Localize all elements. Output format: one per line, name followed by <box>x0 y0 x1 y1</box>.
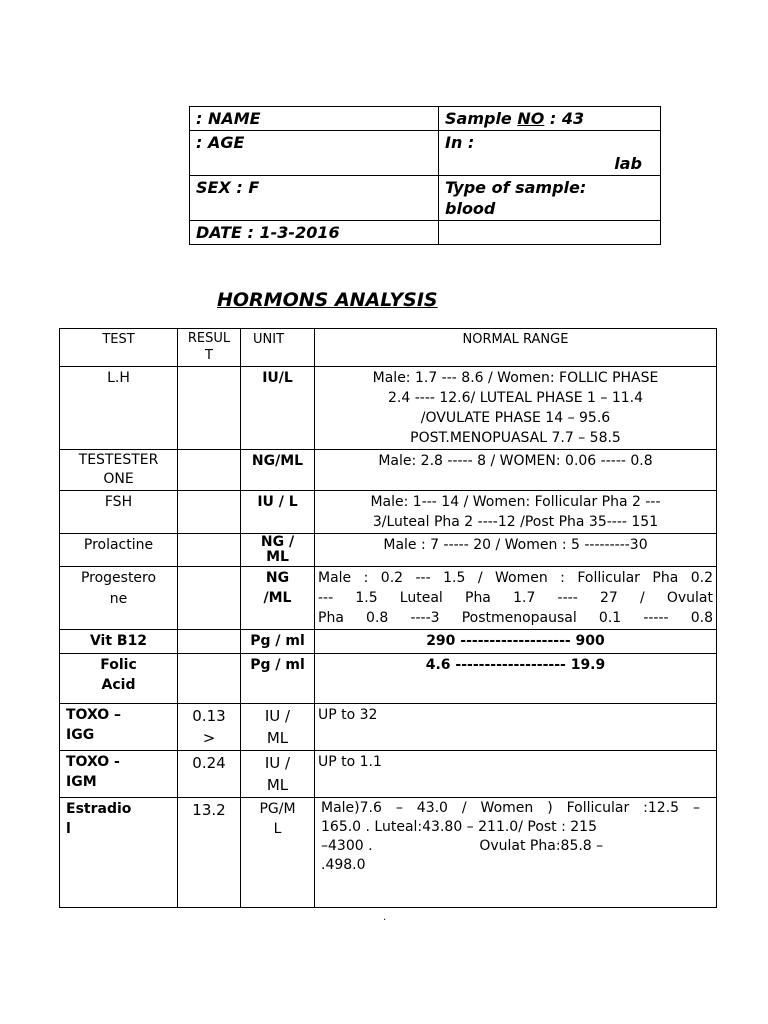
range-line: Male: 2.8 ----- 8 / WOMEN: 0.06 ----- 0.8 <box>378 453 653 469</box>
range-cell <box>315 567 717 630</box>
range-line: UP to 32 <box>318 707 378 723</box>
header-range <box>315 329 717 367</box>
unit-cell <box>241 704 315 751</box>
table-row <box>60 367 717 450</box>
table-row <box>60 704 717 751</box>
result-value: 0.24 <box>192 754 226 772</box>
range-line: Male : 7 ----- 20 / Women : 5 ---------30 <box>383 537 648 553</box>
range-cell <box>315 798 717 908</box>
range-line: 4.6 ------------------- 19.9 <box>425 657 606 673</box>
range-cell <box>315 704 717 751</box>
header-result-line2: T <box>205 348 213 363</box>
in-lab-cell <box>439 131 661 176</box>
range-cell <box>315 630 717 654</box>
test-name-text: Vit B12 <box>89 633 148 649</box>
range-line: 3/Luteal Pha 2 ----12 /Post Pha 35---- 151 <box>372 514 659 530</box>
test-name-text: ONE <box>103 471 134 487</box>
sample-type-cell <box>439 176 661 221</box>
table-row <box>60 450 717 491</box>
test-name-text: TOXO - <box>66 754 120 770</box>
range-cell <box>315 751 717 798</box>
range-line: --- 1.5 Luteal Pha 1.7 ---- 27 / Ovulat <box>318 590 713 606</box>
unit-text: IU / <box>264 754 291 772</box>
unit-cell <box>241 654 315 704</box>
test-name-text: Acid <box>101 677 136 693</box>
range-line: Male)7.6 – 43.0 / Women ) Follicular :12.5 – <box>321 800 700 816</box>
header-test-label: TEST <box>102 332 135 347</box>
range-line: /OVULATE PHASE 14 – 95.6 <box>420 410 611 426</box>
unit-cell <box>241 367 315 450</box>
test-name <box>60 704 178 751</box>
range-line: Male : 0.2 --- 1.5 / Women : Follicular Pha 0.2 <box>318 570 713 586</box>
range-cell <box>315 450 717 491</box>
range-line: Pha 0.8 ----3 Postmenopausal 0.1 ----- 0.8 <box>318 610 713 626</box>
unit-cell <box>241 798 315 908</box>
result-cell <box>178 567 241 630</box>
table-row <box>60 491 717 534</box>
sample-prefix: Sample <box>445 109 518 128</box>
unit-text: ML <box>266 549 289 565</box>
test-name <box>60 491 178 534</box>
date-cell <box>190 221 439 245</box>
sex-cell <box>190 176 439 221</box>
test-name-text: TOXO – <box>66 707 122 723</box>
range-cell <box>315 534 717 567</box>
table-header-row <box>60 329 717 367</box>
test-name <box>60 450 178 491</box>
header-result-line1: RESUL <box>187 331 231 346</box>
unit-text: Pg / ml <box>250 657 305 673</box>
test-name <box>60 367 178 450</box>
header-range-label: NORMAL RANGE <box>462 332 569 347</box>
unit-text: ML <box>266 729 289 747</box>
test-name-text: L.H <box>107 370 130 386</box>
result-cell <box>178 630 241 654</box>
header-unit-label: UNIT <box>253 332 285 347</box>
type-label: Type of sample: <box>445 178 587 197</box>
table-row <box>60 751 717 798</box>
unit-text: IU/L <box>262 370 293 386</box>
range-cell <box>315 491 717 534</box>
table-row <box>60 534 717 567</box>
test-name <box>60 654 178 704</box>
header-test <box>60 329 178 367</box>
page-title: HORMONS ANALYSIS <box>217 289 438 311</box>
unit-cell <box>241 534 315 567</box>
test-name-text: Progestero <box>80 570 157 586</box>
name-cell <box>190 107 439 131</box>
unit-text: L <box>273 821 282 837</box>
result-cell <box>178 704 241 751</box>
test-name-text: l <box>66 821 71 837</box>
range-line: 2.4 ---- 12.6/ LUTEAL PHASE 1 – 11.4 <box>388 390 643 406</box>
unit-text: NG / <box>260 534 295 550</box>
unit-text: NG <box>265 570 290 586</box>
result-value: > <box>202 729 216 747</box>
unit-cell <box>241 751 315 798</box>
test-name <box>60 751 178 798</box>
range-line: UP to 1.1 <box>318 754 382 770</box>
age-label: : AGE <box>196 133 245 152</box>
sample-no-value: : 43 <box>544 109 585 128</box>
result-cell <box>178 654 241 704</box>
test-name-text: TESTESTER <box>78 452 159 468</box>
unit-cell <box>241 450 315 491</box>
test-name-text: IGM <box>66 774 97 790</box>
sex-label: SEX : F <box>196 178 260 197</box>
test-name-text: FSH <box>104 494 133 510</box>
unit-text: ML <box>266 776 289 794</box>
lab-text: lab <box>614 154 642 173</box>
age-cell <box>190 131 439 176</box>
result-cell <box>178 491 241 534</box>
test-name-text: IGG <box>66 727 95 743</box>
test-name <box>60 630 178 654</box>
range-line: Male: 1.7 --- 8.6 / Women: FOLLIC PHASE <box>372 370 659 386</box>
type-value: blood <box>445 199 496 218</box>
range-line: 290 ------------------- 900 <box>426 633 605 649</box>
unit-text: /ML <box>263 590 292 606</box>
range-cell <box>315 654 717 704</box>
patient-info-table <box>189 106 661 245</box>
result-value: 13.2 <box>192 801 226 819</box>
footer-dot: . <box>383 912 387 923</box>
test-name-text: Prolactine <box>83 537 154 553</box>
range-line: POST.MENOPUASAL 7.7 – 58.5 <box>410 430 621 446</box>
hormone-table <box>59 328 717 908</box>
header-unit <box>241 329 315 367</box>
test-name <box>60 534 178 567</box>
result-cell <box>178 751 241 798</box>
unit-text: NG/ML <box>251 453 304 469</box>
test-name-text: Folic <box>100 657 137 673</box>
sample-no-cell <box>439 107 661 131</box>
test-name <box>60 567 178 630</box>
date-right-cell <box>439 221 661 245</box>
test-name-text: ne <box>109 591 128 607</box>
unit-text: Pg / ml <box>250 633 305 649</box>
unit-cell <box>241 491 315 534</box>
result-cell <box>178 534 241 567</box>
table-row <box>60 798 717 908</box>
range-line: Male: 1--- 14 / Women: Follicular Pha 2 --- <box>370 494 661 510</box>
name-label: : NAME <box>196 109 261 128</box>
in-label: In : <box>445 133 475 152</box>
table-row <box>60 630 717 654</box>
test-name-text: Estradio <box>66 801 132 817</box>
range-line: –4300 . Ovulat Pha:85.8 – <box>321 838 604 854</box>
unit-text: PG/M <box>259 801 296 817</box>
sample-no-label: NO <box>517 109 545 128</box>
range-cell <box>315 367 717 450</box>
test-name <box>60 798 178 908</box>
range-line: 165.0 . Luteal:43.80 – 211.0/ Post : 215 <box>321 819 598 835</box>
result-cell <box>178 450 241 491</box>
header-result <box>178 329 241 367</box>
unit-text: IU / L <box>257 494 298 510</box>
result-cell <box>178 798 241 908</box>
unit-cell <box>241 630 315 654</box>
table-row <box>60 654 717 704</box>
table-row <box>60 567 717 630</box>
date-label: DATE : 1-3-2016 <box>196 223 340 242</box>
result-cell <box>178 367 241 450</box>
range-line: .498.0 <box>321 857 366 873</box>
unit-cell <box>241 567 315 630</box>
result-value: 0.13 <box>192 707 226 725</box>
unit-text: IU / <box>264 707 291 725</box>
